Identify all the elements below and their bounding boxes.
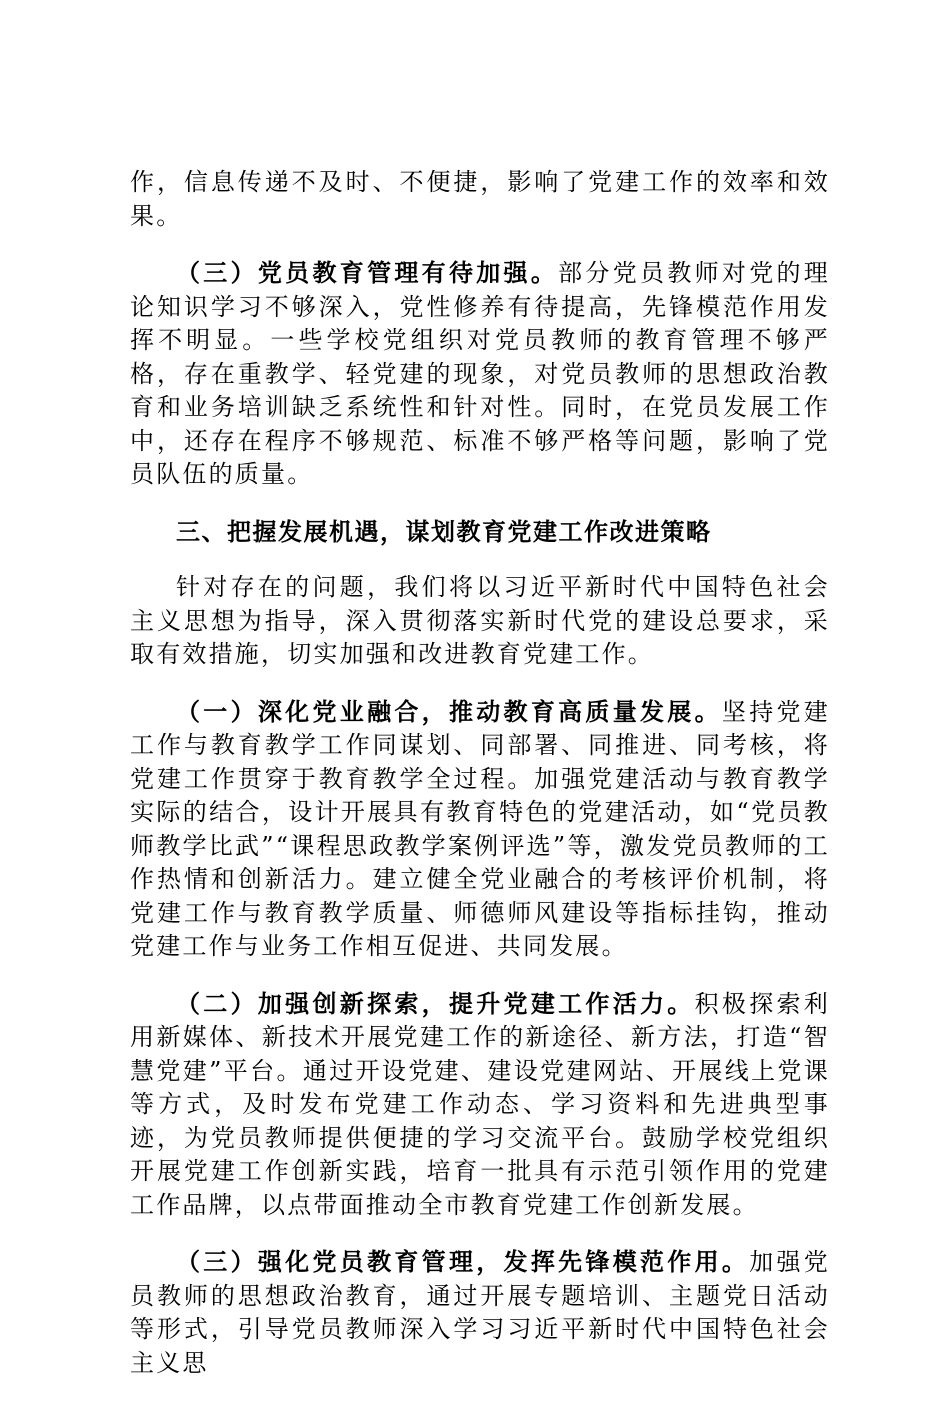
paragraph-innovation xyxy=(130,987,830,1223)
paragraph-text: 积极探索利用新媒体、新技术开展党建工作的新途径、新方法，打造“智慧党建”平台。通过开设党建、建设党建网站、开展线上党课等方式，及时发布党建工作动态、学习资料和先进典型事迹，为党员教师提供便捷的学习交流平台。鼓励学校党组织开展党建工作创新实践，培育一批具有示范引领作用的党建工作品牌，以点带面推动全市教育党建工作创新发展。 xyxy=(130,989,830,1219)
paragraph-lead: （二）加强创新探索，提升党建工作活力。 xyxy=(176,988,695,1018)
paragraph-continued xyxy=(130,166,830,233)
paragraph-intro xyxy=(130,571,830,672)
paragraph-lead: （三）强化党员教育管理，发挥先锋模范作用。 xyxy=(176,1247,750,1276)
document-page xyxy=(130,166,830,1403)
paragraph-lead: （三）党员教育管理有待加强。 xyxy=(176,258,559,287)
paragraph-integration xyxy=(130,695,830,964)
paragraph-text: 作，信息传递不及时、不便捷，影响了党建工作的效率和效果。 xyxy=(130,168,830,230)
paragraph-member-management xyxy=(130,256,830,492)
paragraph-text: 坚持党建工作与教育教学工作同谋划、同部署、同推进、同考核，将党建工作贯穿于教育教学全过程。加强党建活动与教育教学实际的结合，设计开展具有教育特色的党建活动，如“党员教师教学比武”“课程思政教学案例评选”等，激发党员教师的工作热情和创新活力。建立健全党业融合的考核评价机制，将党建工作与教育教学质量、师德师风建设等指标挂钩，推动党建工作与业务工作相互促进、共同发展。 xyxy=(130,697,830,960)
paragraph-text: 部分党员教师对党的理论知识学习不够深入，党性修养有待提高，先锋模范作用发挥不明显。一些学校党组织对党员教师的教育管理不够严格，存在重教学、轻党建的现象，对党员教师的思想政治教育和业务培训缺乏系统性和针对性。同时，在党员发展工作中，还存在程序不够规范、标准不够严格等问题，影响了党员队伍的质量。 xyxy=(130,259,830,488)
paragraph-education-management xyxy=(130,1245,830,1380)
paragraph-text: 针对存在的问题，我们将以习近平新时代中国特色社会主义思想为指导，深入贯彻落实新时代党的建设总要求，采取有效措施，切实加强和改进教育党建工作。 xyxy=(130,573,830,668)
section-heading: 三、把握发展机遇，谋划教育党建工作改进策略 xyxy=(176,516,712,546)
paragraph-lead: （一）深化党业融合，推动教育高质量发展。 xyxy=(176,696,722,726)
paragraph-text: 加强党员教师的思想政治教育，通过开展专题培训、主题党日活动等形式，引导党员教师深入学习习近平新时代中国特色社会主义思 xyxy=(130,1248,830,1377)
